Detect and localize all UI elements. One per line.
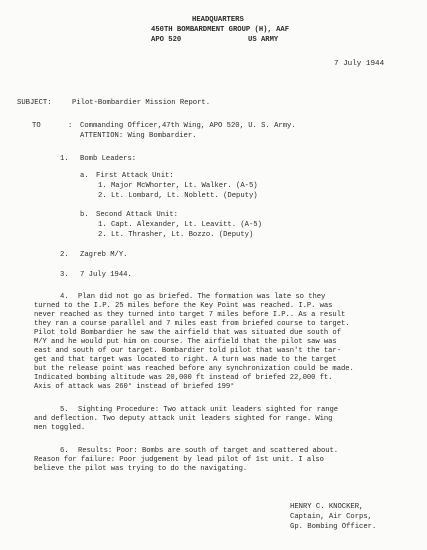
item-1a-title: First Attack Unit: bbox=[96, 172, 174, 180]
header-line-2: 450TH BOMBARDMENT GROUP (H), AAF bbox=[151, 26, 290, 34]
item-2-text: Zagreb M/Y. bbox=[80, 251, 128, 259]
item-4-line-10: Indicated bombing altitude was 20,000 ft instead of briefed 22,000 ft. bbox=[34, 374, 333, 382]
document-date: 7 July 1944 bbox=[334, 60, 385, 68]
subject-text: Pilot-Bombardier Mission Report. bbox=[72, 99, 211, 107]
item-6-line-3: believe the pilot was trying to do the navigating. bbox=[34, 465, 248, 473]
item-5-line-3: men toggled. bbox=[34, 424, 86, 432]
item-6-line-2: Reason for failure: Poor judgement by lead pilot of 1st unit. I also bbox=[34, 456, 324, 464]
to-label: TO bbox=[32, 122, 41, 130]
item-1-title: Bomb Leaders: bbox=[80, 155, 137, 163]
item-6-number: 6. bbox=[60, 447, 69, 455]
item-1a-line-1: 1. Major McWhorter, Lt. Walker. (A-5) bbox=[98, 182, 258, 190]
item-4-line-7: east and south of our target. Bombardier told pilot that wasn't the tar- bbox=[34, 347, 341, 355]
item-6-line-1: Results: Poor: Bombs are south of target and scattered about. bbox=[78, 447, 339, 455]
header-army: US ARMY bbox=[248, 36, 279, 44]
item-4-line-1: Plan did not go as briefed. The formation was late so they bbox=[78, 293, 326, 301]
item-1-number: 1. bbox=[60, 155, 69, 163]
item-4-line-5: Pilot told Bombardier he saw the airfield that was situated due south of bbox=[34, 329, 341, 337]
to-attention: ATTENTION: Wing Bombardier. bbox=[80, 132, 197, 140]
item-1a-letter: a. bbox=[80, 172, 89, 180]
item-3-text: 7 July 1944. bbox=[80, 271, 132, 279]
item-1b-line-2: 2. Lt. Thrasher, Lt. Bozzo. (Deputy) bbox=[98, 231, 254, 239]
item-4-line-2: turned to the I.P. 25 miles before the Key Point was reached. I.P. was bbox=[34, 302, 333, 310]
item-4-line-8: get and that target was located to right. A turn was made to the target bbox=[34, 356, 337, 364]
item-1b-line-1: 1. Capt. Alexander, Lt. Leavitt. (A-5) bbox=[98, 221, 262, 229]
item-1b-title: Second Attack Unit: bbox=[96, 211, 178, 219]
item-5-number: 5. bbox=[60, 406, 69, 414]
to-colon: : bbox=[68, 122, 73, 130]
item-2-number: 2. bbox=[60, 251, 69, 259]
item-4-number: 4. bbox=[60, 293, 69, 301]
signature-title: Gp. Bombing Officer. bbox=[290, 523, 377, 531]
to-recipient: Commanding Officer,47th Wing, APO 520, U. S. Army. bbox=[80, 122, 296, 130]
signature-rank: Captain, Air Corps, bbox=[290, 513, 372, 521]
item-4-line-3: never reached as they turned into target 7 miles before I.P.. As a result bbox=[34, 311, 346, 319]
header-line-1: HEADQUARTERS bbox=[192, 16, 244, 24]
item-4-line-6: M/Y and he would put him on course. The airfield that the pilot saw was bbox=[34, 338, 337, 346]
signature-name: HENRY C. KNOCKER, bbox=[290, 503, 364, 511]
item-5-line-1: Sighting Procedure: Two attack unit leaders sighted for range bbox=[78, 406, 339, 414]
item-1a-line-2: 2. Lt. Lombard, Lt. Noblett. (Deputy) bbox=[98, 192, 258, 200]
subject-label: SUBJECT: bbox=[17, 99, 52, 107]
item-3-number: 3. bbox=[60, 271, 69, 279]
item-4-line-4: they ran a course parallel and 7 miles east from briefed course to target. bbox=[34, 320, 350, 328]
item-4-line-9: but the release point was reached before any synchronization could be made. bbox=[34, 365, 354, 373]
header-apo: APO 520 bbox=[151, 36, 182, 44]
item-4-line-11: Axis of attack was 260° instead of briefed 199° bbox=[34, 383, 235, 391]
item-1b-letter: b. bbox=[80, 211, 89, 219]
item-5-line-2: and deflection. Two deputy attack unit leaders sighted for range. Wing bbox=[34, 415, 333, 423]
